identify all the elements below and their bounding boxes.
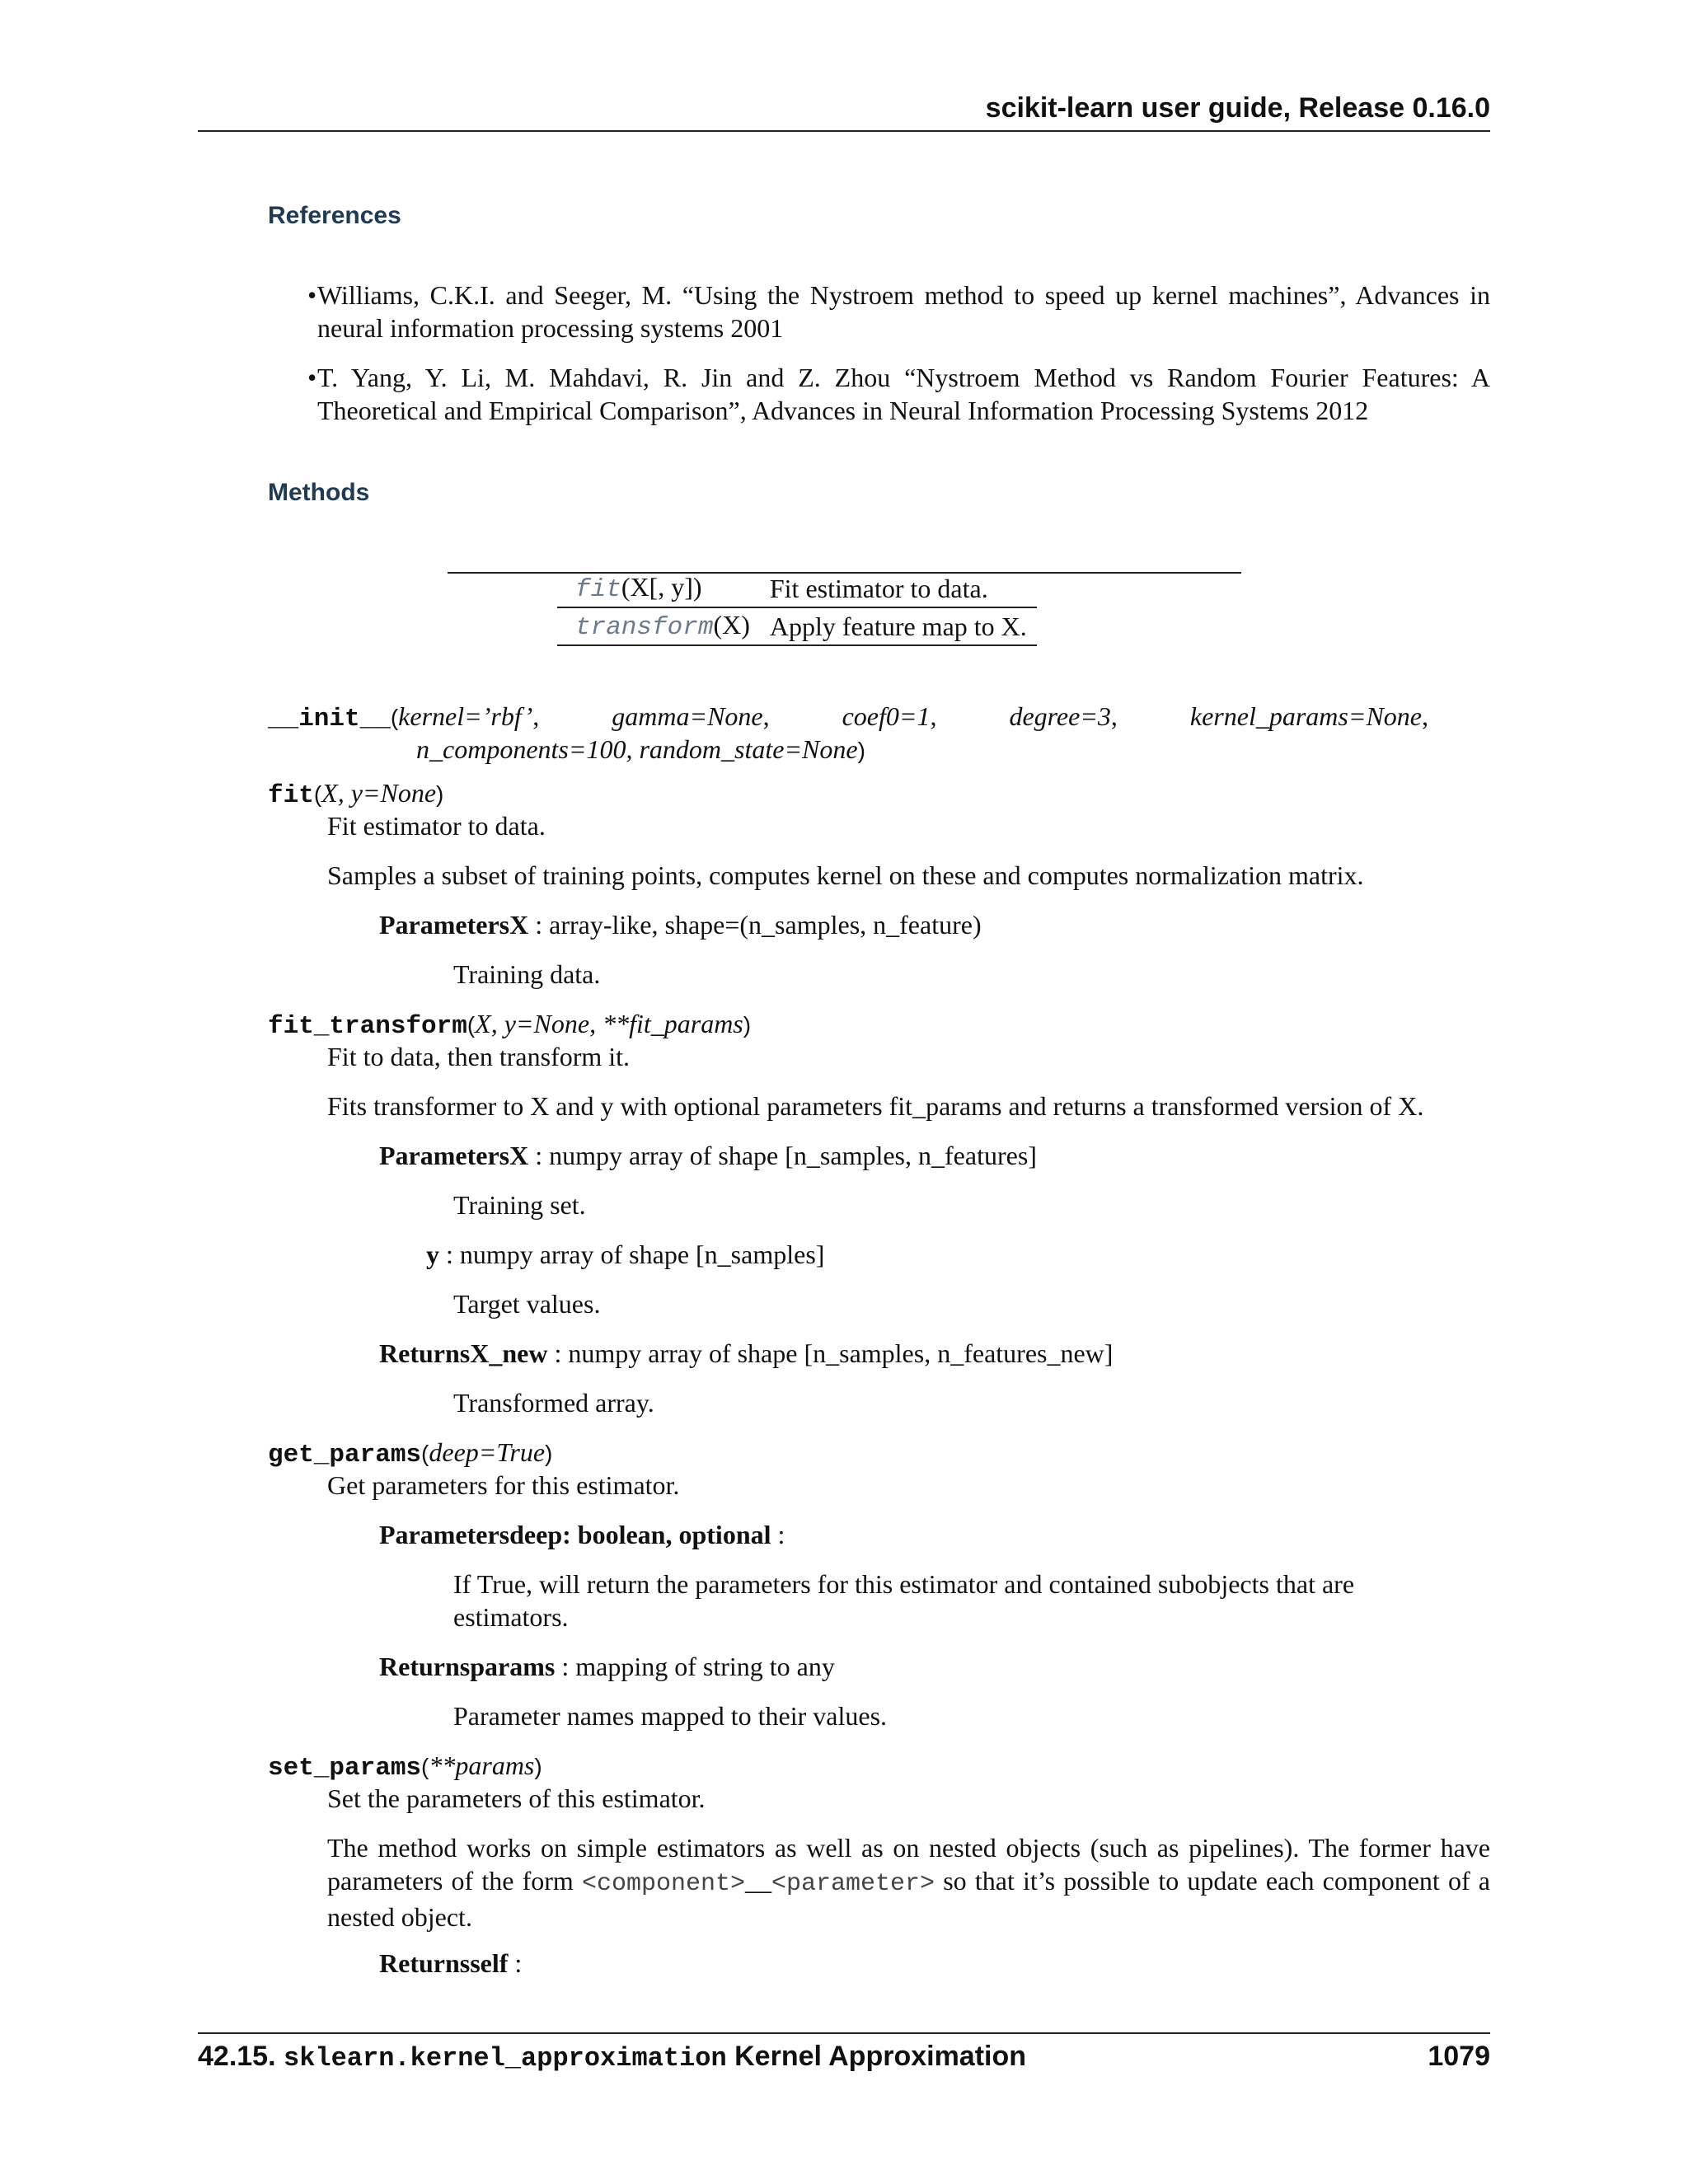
fit-param-desc: Training data. bbox=[453, 959, 601, 989]
init-signature-cont: n_components=100, random_state=None) bbox=[416, 734, 865, 764]
get-params-summary: Get parameters for this estimator. bbox=[327, 1470, 680, 1500]
reference-item: • Williams, C.K.I. and Seeger, M. “Using the Nystroem method to speed up kernel machines”, Advances in neural information processing systems 2001 bbox=[307, 280, 1490, 343]
method-desc: Fit estimator to data. bbox=[760, 570, 1037, 607]
footer-divider bbox=[198, 2032, 1490, 2034]
fit-transform-signature: fit_transform(X, y=None, **fit_params) bbox=[268, 1009, 752, 1041]
footer-module-name: sklearn.kernel_approximation bbox=[283, 2043, 727, 2074]
method-link-fit[interactable]: fit bbox=[575, 575, 621, 604]
header-divider bbox=[198, 130, 1490, 132]
method-link-transform[interactable]: transform bbox=[575, 613, 714, 642]
init-name: __init__ bbox=[268, 705, 391, 733]
table-row bbox=[557, 607, 1037, 645]
method-desc: Apply feature map to X. bbox=[760, 607, 1037, 645]
get-params-param: Parametersdeep: boolean, optional : bbox=[379, 1520, 785, 1549]
fit-transform-returns: ReturnsX_new : numpy array of shape [n_samples, n_features_new] bbox=[379, 1338, 1114, 1368]
fit-transform-description: Fits transformer to X and y with optional parameters fit_params and returns a transformed version of X. bbox=[327, 1091, 1424, 1121]
table-row bbox=[557, 570, 1037, 607]
page-header-title: scikit-learn user guide, Release 0.16.0 bbox=[985, 92, 1490, 124]
fit-description: Samples a subset of training points, computes kernel on these and computes normalization matrix. bbox=[327, 860, 1364, 890]
set-params-description: The method works on simple estimators as well as on nested objects (such as pipelines). The former have parameters of the form <component>__<parameter> so that it’s possible to update each component of a nested object. bbox=[327, 1833, 1490, 1932]
page-number: 1079 bbox=[1428, 2041, 1490, 2072]
fit-transform-param-x: ParametersX : numpy array of shape [n_samples, n_features] bbox=[379, 1141, 1037, 1170]
fit-transform-summary: Fit to data, then transform it. bbox=[327, 1042, 631, 1071]
references-heading: References bbox=[268, 202, 401, 229]
method-cell: transform(X) bbox=[557, 607, 760, 645]
set-params-returns: Returnsself : bbox=[379, 1948, 523, 1978]
fit-transform-param-y: y : numpy array of shape [n_samples] bbox=[426, 1240, 825, 1269]
init-signature: __init__(kernel=’rbf’, gamma=None, coef0=1, degree=3, kernel_params=None, bbox=[268, 701, 1428, 733]
fit-transform-returns-desc: Transformed array. bbox=[453, 1388, 654, 1418]
get-params-returns: Returnsparams : mapping of string to any bbox=[379, 1652, 835, 1681]
footer-section-title: 42.15. sklearn.kernel_approximation Kernel Approximation bbox=[198, 2041, 1027, 2074]
bullet-icon: • bbox=[307, 363, 317, 392]
fit-param: ParametersX : array-like, shape=(n_samples, n_feature) bbox=[379, 910, 982, 940]
set-params-signature: set_params(**params) bbox=[268, 1750, 542, 1783]
method-cell: fit(X[, y]) bbox=[557, 570, 760, 607]
fit-signature: fit(X, y=None) bbox=[268, 778, 444, 810]
reference-item: • T. Yang, Y. Li, M. Mahdavi, R. Jin and Z. Zhou “Nystroem Method vs Random Fourier Features: A Theoretical and Empirical Comparison”, Advances in Neural Information Processing Systems 2012 bbox=[307, 363, 1490, 425]
methods-heading: Methods bbox=[268, 479, 370, 506]
get-params-param-desc: If True, will return the parameters for this estimator and contained subobjects that are estimators. bbox=[453, 1569, 1355, 1632]
methods-table bbox=[557, 570, 1037, 646]
fit-transform-param-x-desc: Training set. bbox=[453, 1190, 586, 1220]
code-parameter: <parameter> bbox=[771, 1870, 935, 1898]
get-params-signature: get_params(deep=True) bbox=[268, 1437, 553, 1469]
set-params-summary: Set the parameters of this estimator. bbox=[327, 1783, 706, 1813]
code-component: <component> bbox=[581, 1870, 746, 1898]
fit-summary: Fit estimator to data. bbox=[327, 811, 546, 841]
get-params-returns-desc: Parameter names mapped to their values. bbox=[453, 1701, 888, 1731]
fit-transform-param-y-desc: Target values. bbox=[453, 1289, 601, 1319]
bullet-icon: • bbox=[307, 280, 317, 310]
